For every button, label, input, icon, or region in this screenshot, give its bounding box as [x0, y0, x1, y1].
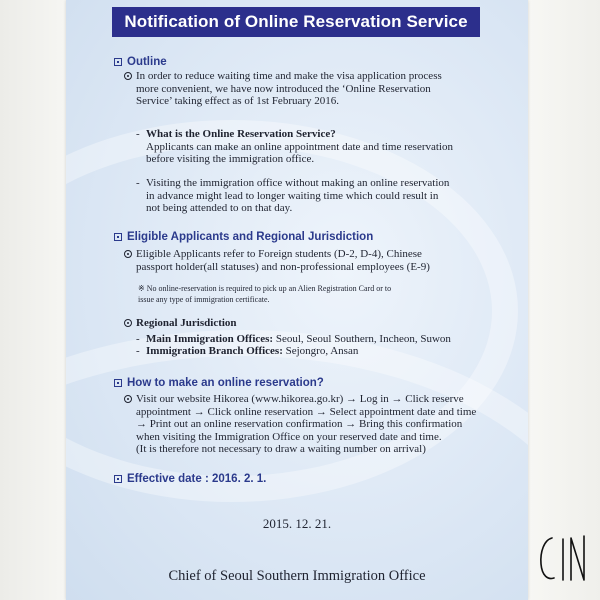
- notice-poster: [66, 0, 528, 600]
- section-eligible-heading: Eligible Applicants and Regional Jurisdiction: [114, 231, 373, 243]
- square-bullet-icon: [114, 58, 122, 66]
- handwritten-watermark: [530, 530, 590, 590]
- page-title: Notification of Online Reservation Service: [124, 12, 468, 31]
- branch-offices-value: Sejongro, Ansan: [285, 345, 359, 358]
- outline-intro: In order to reduce waiting time and make the visa application process more convenient, we have now introduced the ‘Online Reservation Service’ taking effect as of 1st February 2016.: [124, 70, 504, 108]
- wall-background-right: [528, 0, 600, 600]
- section-howto-heading: How to make an online reservation?: [114, 377, 324, 389]
- eligible-note: ※ No online-reservation is required to pick up an Alien Registration Card or to issue any type of immigration certificate.: [138, 284, 392, 304]
- circle-bullet-icon: [124, 250, 132, 258]
- wall-background-left: [0, 0, 66, 600]
- main-offices-label: Main Immigration Offices:: [146, 332, 274, 345]
- what-is-question: What is the Online Reservation Service?: [146, 128, 336, 140]
- what-is-block: - What is the Online Reservation Service? Applicants can make an online appointment date and time reservation before visiting the immigration office.: [136, 128, 453, 166]
- main-offices-value: Seoul, Seoul Southern, Incheon, Suwon: [275, 332, 451, 345]
- section-effective-heading: Effective date : 2016. 2. 1.: [114, 473, 266, 485]
- circle-bullet-icon: [124, 395, 132, 403]
- howto-steps: Visit our website Hikorea (www.hikorea.go.kr) → Log in → Click reserve appointment → Click online reservation → Select appointment date and time → Print out an online reservation confirmation → Bring this confirmation when visiting the Immigration Office on your reserved date and time. (It is therefore not necessary to draw a waiting number on arrival): [124, 393, 514, 456]
- branch-offices-label: Immigration Branch Offices:: [146, 345, 283, 358]
- square-bullet-icon: [114, 379, 122, 387]
- square-bullet-icon: [114, 233, 122, 241]
- title-banner: [112, 7, 480, 37]
- signatory: Chief of Seoul Southern Immigration Office: [168, 568, 426, 584]
- circle-bullet-icon: [124, 72, 132, 80]
- section-outline-heading: Outline: [114, 56, 167, 68]
- eligible-applicants: Eligible Applicants refer to Foreign students (D-2, D-4), Chinese passport holder(all statuses) and non-professional employees (E-9): [124, 248, 504, 273]
- jurisdiction-block: Regional Jurisdiction - Main Immigration Offices: Seoul, Seoul Southern, Incheon, Suwon - Immigration Branch Offices: Sejongro, Ansan: [124, 317, 504, 358]
- square-bullet-icon: [114, 475, 122, 483]
- warning-block: - Visiting the immigration office without making an online reservation in advance might lead to longer waiting time which could result in not being attended to on that day.: [136, 177, 450, 215]
- circle-bullet-icon: [124, 319, 132, 327]
- issue-date: 2015. 12. 21.: [262, 516, 332, 531]
